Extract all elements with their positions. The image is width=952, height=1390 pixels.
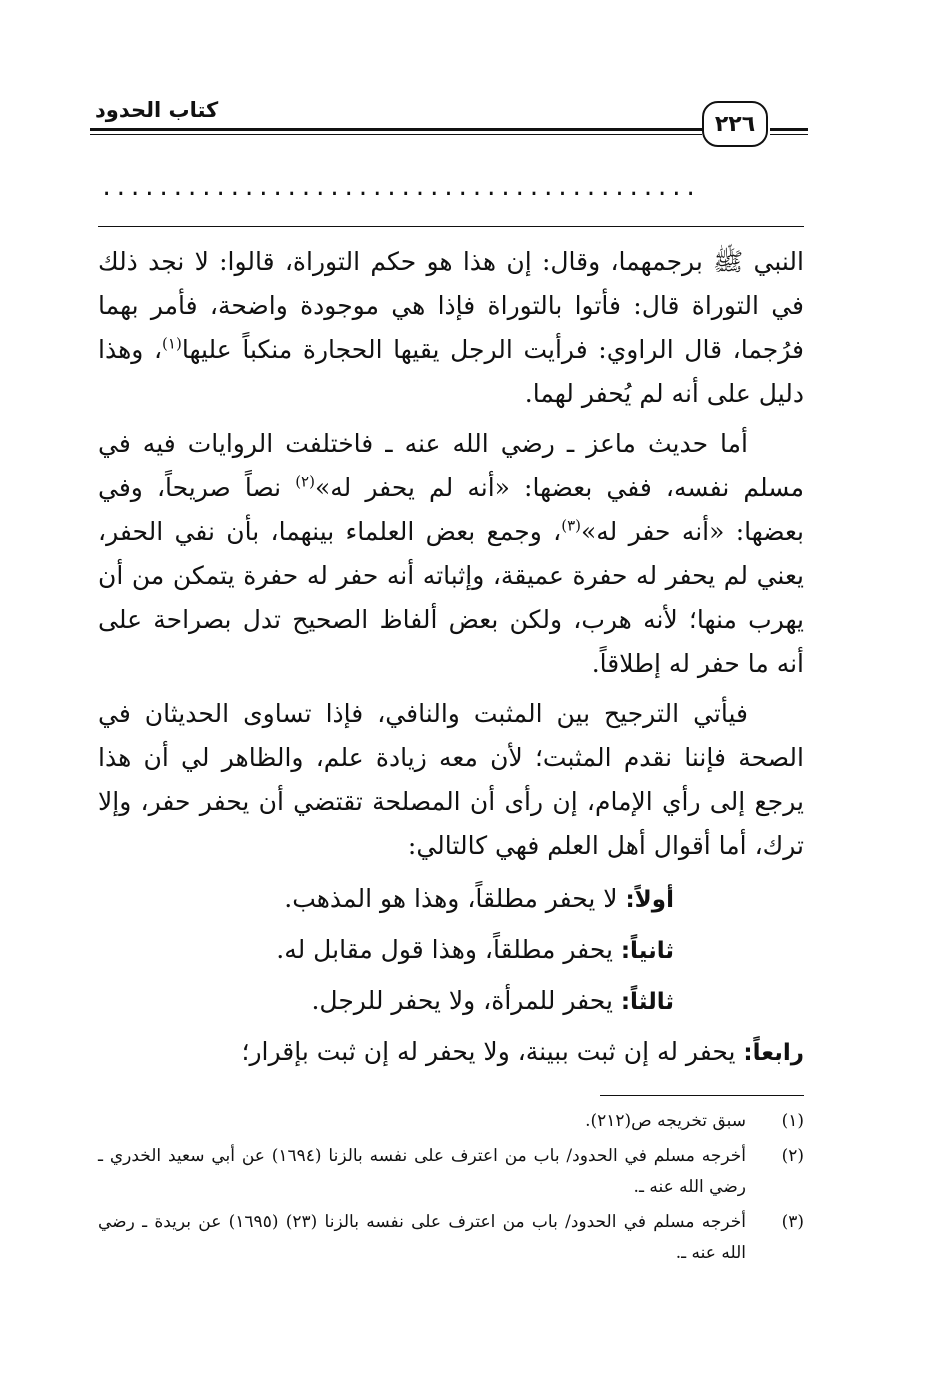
footnote-text: أخرجه مسلم في الحدود/ باب من اعترف على نفسه بالزنا (١٦٩٤) عن أبي سعيد الخدري ـ رضي الله عنه ـ.: [98, 1146, 746, 1197]
list-item-label: أولاً:: [625, 887, 674, 913]
list-item: [98, 925, 804, 976]
footnote-ref-2[interactable]: (٢): [295, 472, 315, 491]
top-separator-line: [98, 226, 804, 227]
list-item-label: ثانياً:: [620, 938, 674, 964]
list-item-text: يحفر مطلقاً، وهذا قول مقابل له.: [276, 935, 621, 964]
paragraph-2-text-c: ، وجمع بعض العلماء بينهما، بأن نفي الحفر، يعني لم يحفر له حفرة عميقة، وإثباته أنه حفر له حفرة يتمكن من أن يهرب منها؛ لأنه هرب، ولكن بعض ألفاظ الصحيح تدل بصراحة على أنه ما حفر له إطلاقاً.: [98, 517, 804, 678]
paragraph-2: [98, 422, 804, 686]
header-rule-right: [770, 128, 808, 135]
footnote-3: [98, 1207, 804, 1269]
list-item: [98, 976, 804, 1027]
main-text: [98, 240, 804, 1078]
paragraph-1-tail: ، وهذا دليل على أنه لم يُحفر لهما.: [98, 335, 804, 408]
list-item-text: يحفر للمرأة، ولا يحفر للرجل.: [311, 986, 621, 1015]
paragraph-1-text: النبي ﷺ برجمهما، وقال: إن هذا هو حكم التوراة، قالوا: لا نجد ذلك في التوراة قال: فأتوا بالتوراة فإذا هي موجودة واضحة، فأمر بهما فرُجما، قال الراوي: فرأيت الرجل يقيها الحجارة منكباً عليها: [98, 247, 805, 364]
footnote-text: سبق تخريجه ص(٢١٢).: [585, 1111, 746, 1131]
footnote-number: (١): [781, 1111, 804, 1131]
list-item: [98, 874, 804, 925]
paragraph-2-text-b: نصاً صريحاً، وفي بعضها: «أنه حفر له»: [98, 473, 804, 546]
footnotes: [98, 1106, 804, 1273]
list-item-label: رابعاً:: [743, 1040, 804, 1066]
footnote-1: [98, 1106, 804, 1137]
list-item-text: لا يحفر مطلقاً، وهذا هو المذهب.: [284, 884, 626, 913]
footnote-rule: [600, 1095, 804, 1096]
running-title: كتاب الحدود: [95, 98, 219, 122]
list-item-label: ثالثاً:: [620, 989, 674, 1015]
footnote-text: أخرجه مسلم في الحدود/ باب من اعترف على نفسه بالزنا (٢٣) (١٦٩٥) عن بريدة ـ رضي الله عنه ـ.: [98, 1212, 746, 1263]
dotted-separator: ..........................................: [100, 176, 699, 201]
header-rule-left: [90, 128, 702, 135]
footnote-2: [98, 1141, 804, 1203]
page-number: ٢٢٦: [702, 101, 768, 147]
list-item-text: يحفر له إن ثبت ببينة، ولا يحفر له إن ثبت بإقرار؛: [241, 1037, 744, 1066]
footnote-number: (٣): [781, 1212, 804, 1232]
list-item: [98, 1027, 804, 1078]
paragraph-2-text-a: أما حديث ماعز ـ رضي الله عنه ـ فاختلفت الروايات فيه في مسلم نفسه، ففي بعضها: «أنه لم يحفر له»: [98, 429, 804, 502]
footnote-number: (٢): [781, 1146, 804, 1166]
footnote-ref-3[interactable]: (٣): [561, 516, 581, 535]
paragraph-1: [98, 240, 804, 416]
footnote-ref-1[interactable]: (١): [162, 334, 182, 353]
paragraph-3: فيأتي الترجيح بين المثبت والنافي، فإذا تساوى الحديثان في الصحة فإننا نقدم المثبت؛ لأن معه زيادة علم، والظاهر لي أن هذا يرجع إلى رأي الإمام، إن رأى أن المصلحة تقتضي أن يحفر حفر، وإلا ترك، أما أقوال أهل العلم فهي كالتالي:: [98, 699, 804, 860]
